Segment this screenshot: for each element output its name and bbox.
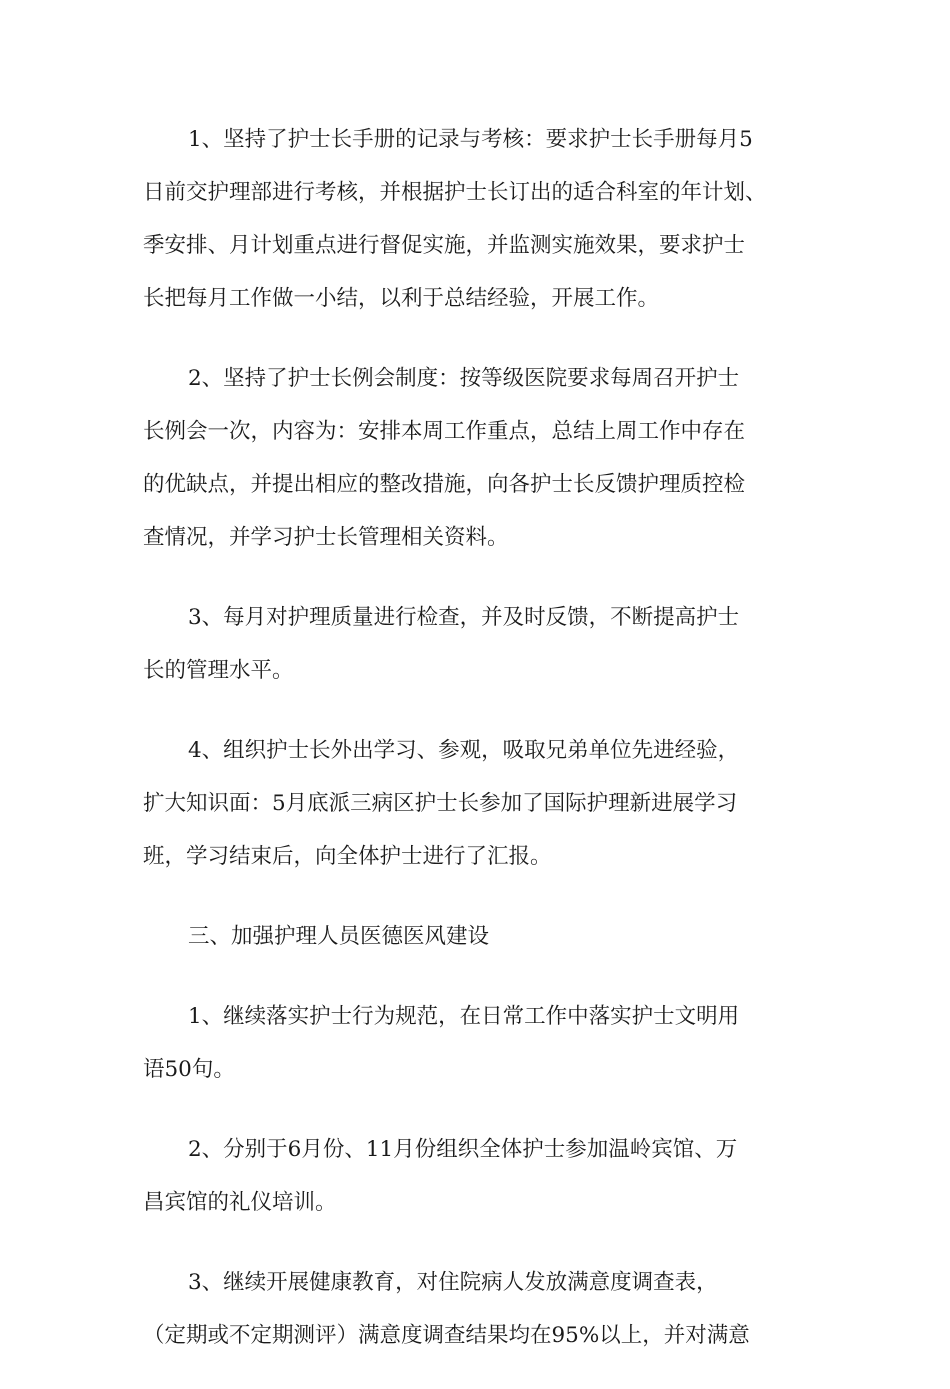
paragraph-line: 1、继续落实护士行为规范，在日常工作中落实护士文明用 <box>188 1004 740 1029</box>
paragraph-line: 扩大知识面：5月底派三病区护士长参加了国际护理新进展学习 <box>143 791 738 816</box>
paragraph-line: 长把每月工作做一小结，以利于总结经验，开展工作。 <box>143 286 660 311</box>
paragraph-line: 2、坚持了护士长例会制度：按等级医院要求每周召开护士 <box>188 366 740 391</box>
paragraph-line: 2、分别于6月份、11月份组织全体护士参加温岭宾馆、万 <box>188 1137 738 1162</box>
paragraph-line: 昌宾馆的礼仪培训。 <box>143 1190 337 1215</box>
paragraph-line: 3、每月对护理质量进行检查，并及时反馈，不断提高护士 <box>188 605 740 630</box>
document-body <box>143 113 813 1389</box>
paragraph-health-education <box>143 1256 813 1362</box>
paragraph-conduct-norms <box>143 990 813 1096</box>
paragraph-line: 3、继续开展健康教育，对住院病人发放满意度调查表， <box>188 1270 718 1295</box>
paragraph-etiquette-training <box>143 1123 813 1229</box>
paragraph-line: 长例会一次，内容为：安排本周工作重点，总结上周工作中存在 <box>143 419 746 444</box>
paragraph-line: 查情况，并学习护士长管理相关资料。 <box>143 525 509 550</box>
paragraph-nurse-manual <box>143 113 813 325</box>
paragraph-external-study <box>143 724 813 883</box>
paragraph-line: 长的管理水平。 <box>143 658 294 683</box>
section-heading: 三、加强护理人员医德医风建设 <box>188 924 490 949</box>
paragraph-line: 的优缺点，并提出相应的整改措施，向各护士长反馈护理质控检 <box>143 472 746 497</box>
paragraph-line: 季安排、月计划重点进行督促实施，并监测实施效果，要求护士 <box>143 233 746 258</box>
paragraph-line: 语50句。 <box>143 1057 235 1082</box>
paragraph-monthly-check <box>143 591 813 697</box>
section-heading-ethics <box>143 910 813 963</box>
paragraph-line: 4、组织护士长外出学习、参观，吸取兄弟单位先进经验， <box>188 738 740 763</box>
paragraph-line: 班，学习结束后，向全体护士进行了汇报。 <box>143 844 552 869</box>
paragraph-line: （定期或不定期测评）满意度调查结果均在95%以上，并对满意 <box>143 1323 750 1348</box>
paragraph-weekly-meeting <box>143 352 813 564</box>
paragraph-line: 日前交护理部进行考核，并根据护士长订出的适合科室的年计划、 <box>143 180 767 205</box>
paragraph-line: 1、坚持了护士长手册的记录与考核：要求护士长手册每月5 <box>188 127 753 152</box>
